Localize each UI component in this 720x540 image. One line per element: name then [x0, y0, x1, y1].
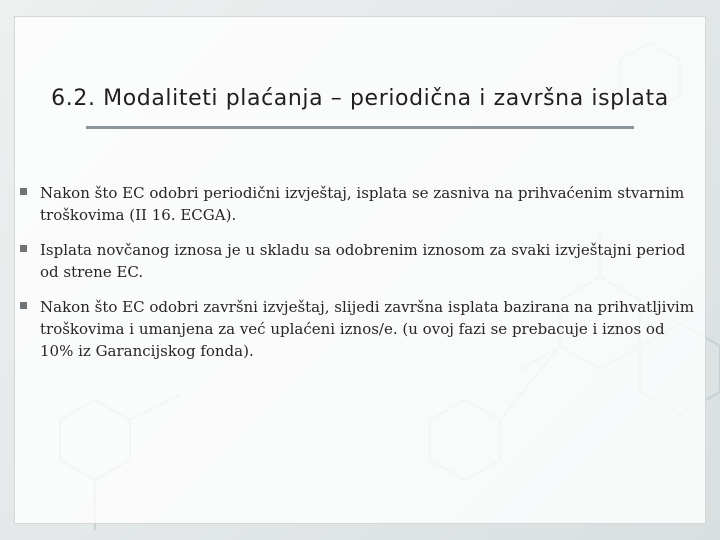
square-bullet-icon [20, 302, 27, 309]
bullet-item [20, 296, 696, 362]
bullet-item [20, 239, 696, 283]
title-underline [86, 126, 634, 129]
square-bullet-icon [20, 245, 27, 252]
square-bullet-icon [20, 188, 27, 195]
bullet-text: Nakon što EC odobri periodični izvještaj, isplata se zasniva na prihvaćenim stvarnim troškovima (II 16. ECGA). [40, 184, 685, 224]
bullet-list [20, 182, 696, 375]
slide-title: 6.2. Modaliteti plaćanja – periodična i završna isplata [51, 86, 669, 111]
bullet-text: Isplata novčanog iznosa je u skladu sa odobrenim iznosom za svaki izvještajni period od strene EC. [40, 241, 686, 281]
bullet-text: Nakon što EC odobri završni izvještaj, slijedi završna isplata bazirana na prihvatljivim troškovima i umanjena za već uplaćeni iznos/e. (u ovoj fazi se prebacuje i iznos od 10% iz Garancijskog fonda). [40, 298, 694, 360]
bullet-item [20, 182, 696, 226]
